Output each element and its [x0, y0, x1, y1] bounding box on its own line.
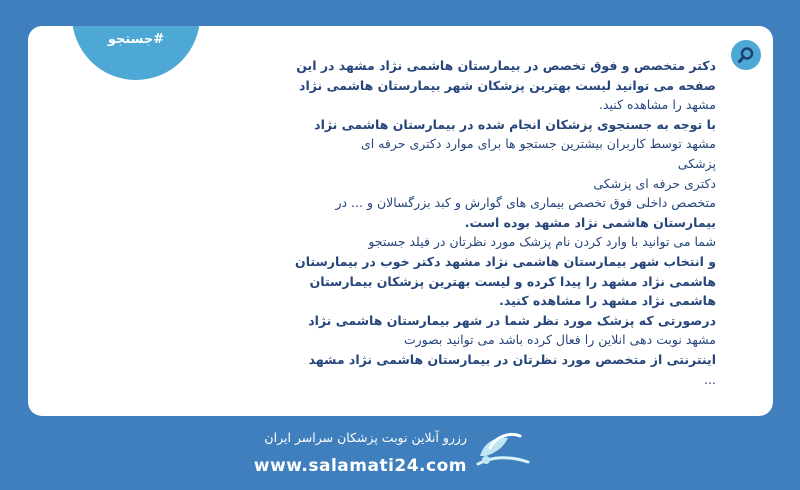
content-line: مشهد را مشاهده کنید. [599, 97, 716, 113]
salamati-logo-icon [474, 426, 532, 474]
content-line: با توجه به جستجوی پزشکان انجام شده در بیمارستان هاشمی نژاد [314, 116, 716, 132]
article-text [228, 56, 716, 389]
content-line: مشهد توسط کاربران بیشترین جستجو ها برای موارد دکتری حرفه ای [360, 136, 716, 152]
content-line: صفحه می توانید لیست بهترین پزشکان شهر بیمارستان هاشمی نژاد [299, 77, 716, 93]
content-line: و انتخاب شهر بیمارستان هاشمی نژاد مشهد دکتر خوب در بیمارستان [295, 253, 716, 269]
content-line: مشهد نوبت دهی انلاین را فعال کرده باشد می توانید بصورت [403, 332, 716, 348]
content-line: هاشمی نژاد مشهد را پیدا کرده و لیست بهترین پزشکان بیمارستان [309, 273, 716, 289]
content-line: ... [704, 371, 716, 387]
content-line: متخصص داخلی فوق تخصص بیماری های گوارش و کبد بزرگسالان و ... در [335, 195, 716, 211]
content-line: پزشکی [677, 155, 716, 171]
search-button[interactable] [731, 40, 761, 70]
search-icon [737, 46, 755, 64]
content-line: شما می توانید با وارد کردن نام پزشک مورد نظرتان در فیلد جستجو [368, 234, 716, 250]
footer [0, 416, 800, 490]
content-line: هاشمی نژاد مشهد را مشاهده کنید. [499, 293, 716, 309]
footer-tagline: رزرو آنلاین نوبت پزشکان سراسر ایران [264, 430, 467, 445]
search-tab-label: #جستجو [107, 32, 165, 47]
content-line: دکتر متخصص و فوق تخصص در بیمارستان هاشمی نژاد مشهد در این [296, 58, 716, 73]
site-url-link[interactable]: www.salamati24.com [253, 456, 467, 476]
search-tab[interactable] [72, 26, 200, 80]
content-card [28, 26, 773, 416]
content-line: بیمارستان هاشمی نژاد مشهد بوده است. [464, 214, 716, 230]
content-line: درصورتی که پزشک مورد نظر شما در شهر بیمارستان هاشمی نژاد [308, 312, 716, 328]
content-line: دکتری حرفه ای پزشکی [593, 175, 716, 191]
content-line: اینترنتی از متخصص مورد نظرتان در بیمارستان هاشمی نژاد مشهد [308, 351, 716, 367]
